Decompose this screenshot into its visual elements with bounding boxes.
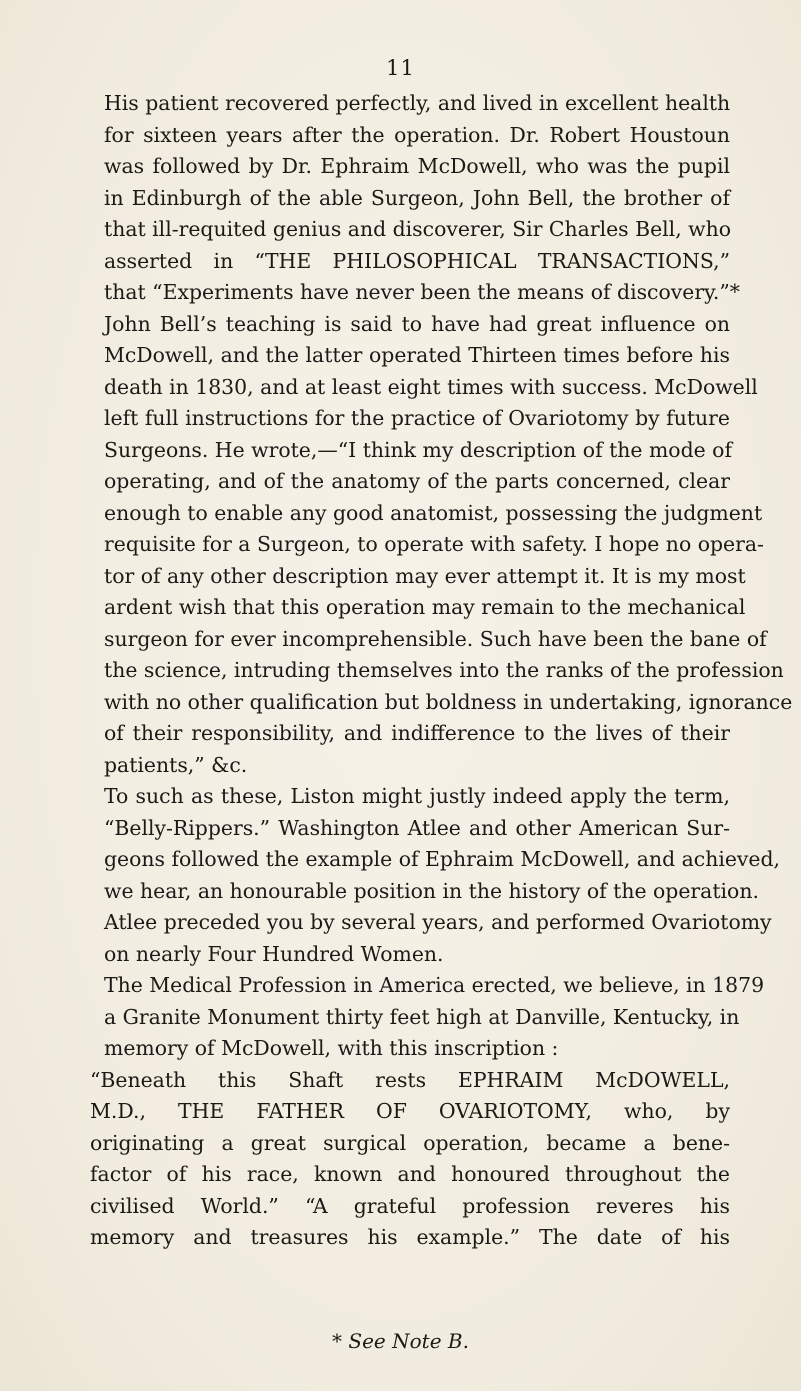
text-line: M.D., THE FATHER OF OVARIOTOMY, who, by xyxy=(90,1099,730,1123)
text-line: ardent wish that this operation may remain to the mechanical xyxy=(104,595,746,619)
text-line: left full instructions for the practice of Ovariotomy by future xyxy=(104,406,730,430)
text-line: with no other qualification but boldness in undertaking, ignorance xyxy=(104,689,793,714)
text-line: for sixteen years after the operation. Dr. Robert Houstoun xyxy=(104,122,730,147)
text-line: of their responsibility, and indifference to the lives of their xyxy=(104,721,730,745)
text-line: To such as these, Liston might justly indeed apply the term, xyxy=(104,784,730,808)
text-line: requisite for a Surgeon, to operate with safety. I hope no opera- xyxy=(104,532,764,556)
text-line: geons followed the example of Ephraim McDowell, and achieved, xyxy=(104,847,781,871)
text-line: “Beneath this Shaft rests EPHRAIM McDOWELL, xyxy=(90,1067,730,1092)
text-line: we hear, an honourable position in the history of the operation. xyxy=(104,878,759,903)
text-line: McDowell, and the latter operated Thirteen times before his xyxy=(104,343,730,367)
text-line: John Bell’s teaching is said to have had great influence on xyxy=(104,311,730,336)
text-line: memory of McDowell, with this inscription : xyxy=(104,1036,559,1060)
text-line: tor of any other description may ever attempt it. It is my most xyxy=(104,563,746,588)
text-line: enough to enable any good anatomist, possessing the judgment xyxy=(104,500,763,525)
text-line: “Belly-Rippers.” Washington Atlee and other American Sur- xyxy=(104,815,730,840)
text-line: surgeon for ever incomprehensible. Such have been the bane of xyxy=(104,626,767,651)
text-line: that “Experiments have never been the means of discovery.”* xyxy=(104,280,741,304)
page-number: 11 xyxy=(386,56,415,80)
text-line: originating a great surgical operation, became a bene- xyxy=(90,1130,730,1155)
paragraph-atlee xyxy=(90,781,781,970)
footnote-text: See Note B. xyxy=(348,1329,469,1353)
text-line: asserted in “THE PHILOSOPHICAL TRANSACTIONS,” xyxy=(104,248,730,273)
text-line: civilised World.” “A grateful profession reveres his xyxy=(90,1193,730,1218)
text-line: that ill-requited genius and discoverer, Sir Charles Bell, who xyxy=(104,217,732,241)
text-line: Surgeons. He wrote,—“I think my description of the mode of xyxy=(104,437,733,462)
footnote-marker: * xyxy=(332,1329,343,1353)
text-line: operating, and of the anatomy of the parts concerned, clear xyxy=(104,469,730,493)
text-line: The Medical Profession in America erected, we believe, in 1879 xyxy=(104,973,765,997)
text-line: His patient recovered perfectly, and lived in excellent health xyxy=(104,91,731,115)
paragraph-monument xyxy=(90,970,765,1065)
text-line: Atlee preceded you by several years, and performed Ovariotomy xyxy=(104,910,772,934)
text-line: on nearly Four Hundred Women. xyxy=(104,941,444,966)
body-text xyxy=(90,88,793,1254)
text-line: memory and treasures his example.” The date of his xyxy=(90,1225,730,1249)
text-line: a Granite Monument thirty feet high at Danville, Kentucky, in xyxy=(104,1004,740,1029)
text-line: the science, intruding themselves into the ranks of the profession xyxy=(104,658,784,682)
text-line: factor of his race, known and honoured throughout the xyxy=(90,1162,730,1186)
paragraph-mcdowell-history xyxy=(90,88,793,781)
text-line: patients,” &c. xyxy=(104,752,248,777)
text-line: was followed by Dr. Ephraim McDowell, who was the pupil xyxy=(104,154,730,178)
text-line: death in 1830, and at least eight times with success. McDowell xyxy=(104,374,758,399)
text-line: in Edinburgh of the able Surgeon, John Bell, the brother of xyxy=(104,185,730,210)
monument-inscription xyxy=(90,1065,730,1254)
footnote xyxy=(0,1329,801,1353)
